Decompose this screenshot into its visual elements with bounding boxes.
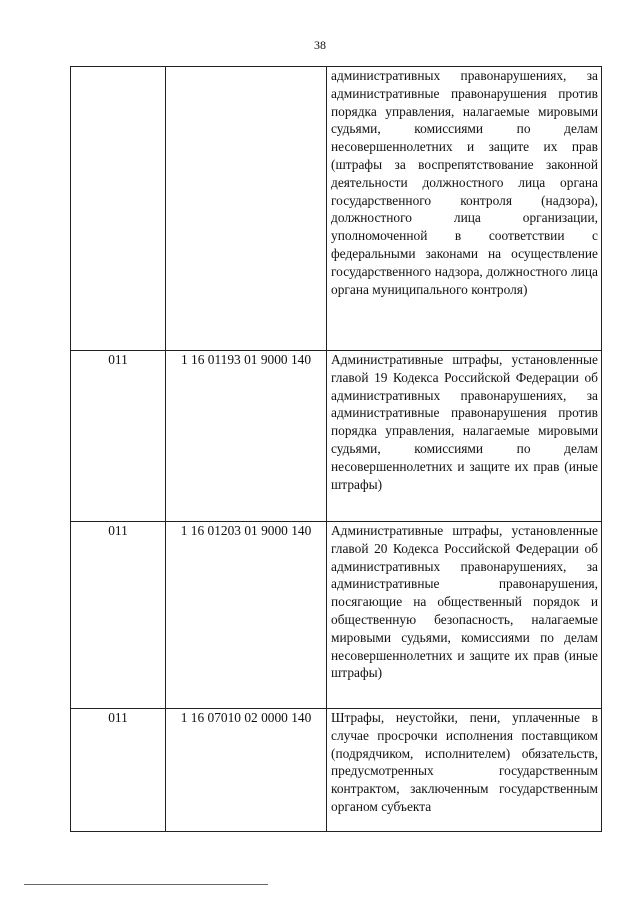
table-row bbox=[71, 67, 602, 351]
budget-classification-table bbox=[70, 66, 602, 832]
classification-code-cell bbox=[166, 67, 327, 351]
description-cell: Административные штрафы, установленные главой 20 Кодекса Российской Федерации об административных правонарушениях, за административные правонарушения, посягающие на общественный порядок и общественную безопасность, налагаемые мировыми судьями, комиссиями по делам несовершеннолетних и защите их прав (иные штрафы) bbox=[327, 522, 602, 709]
classification-code-cell: 1 16 01193 01 9000 140 bbox=[166, 351, 327, 522]
admin-code-cell bbox=[71, 67, 166, 351]
table-row bbox=[71, 709, 602, 832]
description-cell: Административные штрафы, установленные главой 19 Кодекса Российской Федерации об административных правонарушениях, за административные правонарушения против порядка управления, налагаемые мировыми судьями, комиссиями по делам несовершеннолетних и защите их прав (иные штрафы) bbox=[327, 351, 602, 522]
admin-code-cell: 011 bbox=[71, 351, 166, 522]
admin-code-cell: 011 bbox=[71, 522, 166, 709]
table-row bbox=[71, 522, 602, 709]
description-cell: административных правонарушениях, за административные правонарушения против порядка управления, налагаемые мировыми судьями, комиссиями по делам несовершеннолетних и защите их прав (штрафы за воспрепятствование законной деятельности должностного лица органа государственного контроля (надзора), должностного лица организации, уполномоченной в соответствии с федеральными законами на осуществление государственного надзора, должностного лица органа муниципального контроля) bbox=[327, 67, 602, 351]
admin-code-cell: 011 bbox=[71, 709, 166, 832]
table-row bbox=[71, 351, 602, 522]
footnote-divider bbox=[24, 884, 268, 885]
description-cell: Штрафы, неустойки, пени, уплаченные в случае просрочки исполнения поставщиком (подрядчиком, исполнителем) обязательств, предусмотренных государственным контрактом, заключенным государственным органом субъекта bbox=[327, 709, 602, 832]
classification-code-cell: 1 16 07010 02 0000 140 bbox=[166, 709, 327, 832]
page-number: 38 bbox=[314, 38, 326, 52]
classification-code-cell: 1 16 01203 01 9000 140 bbox=[166, 522, 327, 709]
